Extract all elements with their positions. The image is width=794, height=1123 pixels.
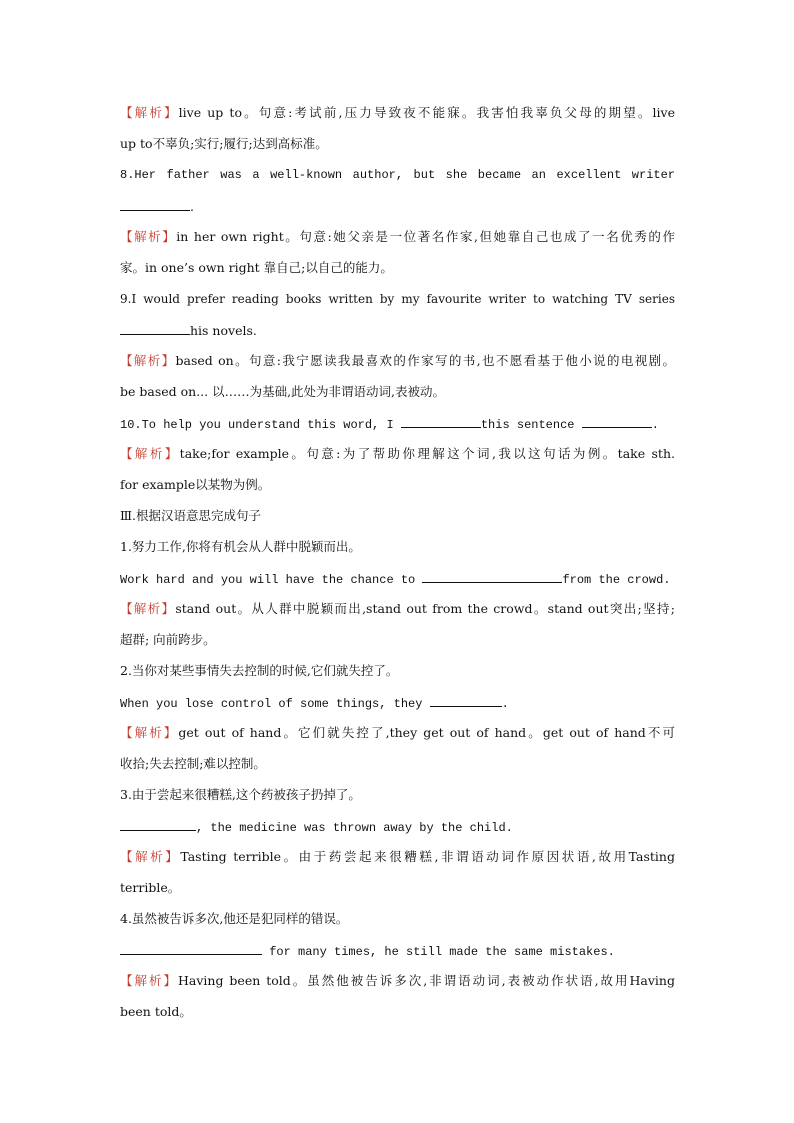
- s1-chinese: 1.努力工作,你将有机会从人群中脱颖而出。: [120, 539, 361, 554]
- ex10-answer-line1: 【解析】take;for example。句意:为了帮助你理解这个词,我以这句话为例。take sth.: [120, 446, 675, 461]
- s4-answer-line2: been told。: [120, 1004, 192, 1019]
- ex9-answer-line2: be based on... 以……为基础,此处为非谓语动词,表被动。: [120, 384, 446, 399]
- answer-blank: [120, 817, 196, 831]
- s3-answer-line2: terrible。: [120, 880, 181, 895]
- ex8-question-line2: .: [120, 197, 675, 216]
- s4-english: for many times, he still made the same mistakes.: [120, 941, 675, 961]
- s1-english: Work hard and you will have the chance to from the crowd.: [120, 569, 675, 589]
- s2-chinese: 2.当你对某些事情失去控制的时候,它们就失控了。: [120, 663, 399, 678]
- analysis-tag: 【解析】: [120, 601, 176, 616]
- section-heading: Ⅲ.根据汉语意思完成句子: [120, 508, 262, 523]
- s3-answer-line1: 【解析】Tasting terrible。由于药尝起来很糟糕,非谓语动词作原因状语,故用Tasting: [120, 849, 675, 864]
- answer-blank: [582, 414, 652, 428]
- ex10-question: 10.To help you understand this word, I this sentence .: [120, 414, 675, 434]
- s1-answer-line2: 超群; 向前跨步。: [120, 632, 216, 647]
- analysis-tag: 【解析】: [120, 973, 178, 988]
- analysis-tag: 【解析】: [120, 725, 179, 740]
- answer-blank: [120, 941, 262, 955]
- analysis-tag: 【解析】: [120, 849, 181, 864]
- answer-blank: [422, 569, 562, 583]
- ex9-question-line1: 9.I would prefer reading books written by my favourite writer to watching TV series: [120, 292, 675, 306]
- ex9-question-line2: his novels.: [120, 321, 675, 340]
- s2-english: When you lose control of some things, they .: [120, 693, 675, 713]
- analysis-tag: 【解析】: [120, 229, 177, 244]
- s2-answer-line2: 收拾;失去控制;难以控制。: [120, 756, 266, 771]
- analysis-tag: 【解析】: [120, 446, 180, 461]
- s2-answer-line1: 【解析】get out of hand。它们就失控了,they get out of hand。get out of hand不可: [120, 725, 675, 740]
- s1-answer-line1: 【解析】stand out。从人群中脱颖而出,stand out from the crowd。stand out突出;坚持;: [120, 601, 675, 616]
- ex8-answer-line1: 【解析】in her own right。句意:她父亲是一位著名作家,但她靠自己也成了一名优秀的作: [120, 229, 675, 244]
- ex8-answer-line2: 家。in one’s own right 靠自己;以自己的能力。: [120, 260, 393, 275]
- answer-blank: [120, 197, 190, 211]
- answer-blank: [401, 414, 481, 428]
- s3-chinese: 3.由于尝起来很糟糕,这个药被孩子扔掉了。: [120, 787, 361, 802]
- s4-chinese: 4.虽然被告诉多次,他还是犯同样的错误。: [120, 911, 349, 926]
- ex9-answer-line1: 【解析】based on。句意:我宁愿读我最喜欢的作家写的书,也不愿看基于他小说的电视剧。: [120, 353, 675, 368]
- ex10-answer-line2: for example以某物为例。: [120, 477, 271, 492]
- ex8-question-line1: 8.Her father was a well-known author, but she became an excellent writer: [120, 168, 675, 182]
- analysis-tag: 【解析】: [120, 105, 179, 120]
- s4-answer-line1: 【解析】Having been told。虽然他被告诉多次,非谓语动词,表被动作状语,故用Having: [120, 973, 675, 988]
- ex7-answer-line2: up to不辜负;实行;履行;达到高标准。: [120, 136, 328, 151]
- s3-english: , the medicine was thrown away by the child.: [120, 817, 675, 837]
- ex7-answer-line1: 【解析】live up to。句意:考试前,压力导致夜不能寐。我害怕我辜负父母的期望。live: [120, 105, 675, 120]
- answer-blank: [120, 321, 190, 335]
- analysis-tag: 【解析】: [120, 353, 176, 368]
- answer-blank: [430, 693, 502, 707]
